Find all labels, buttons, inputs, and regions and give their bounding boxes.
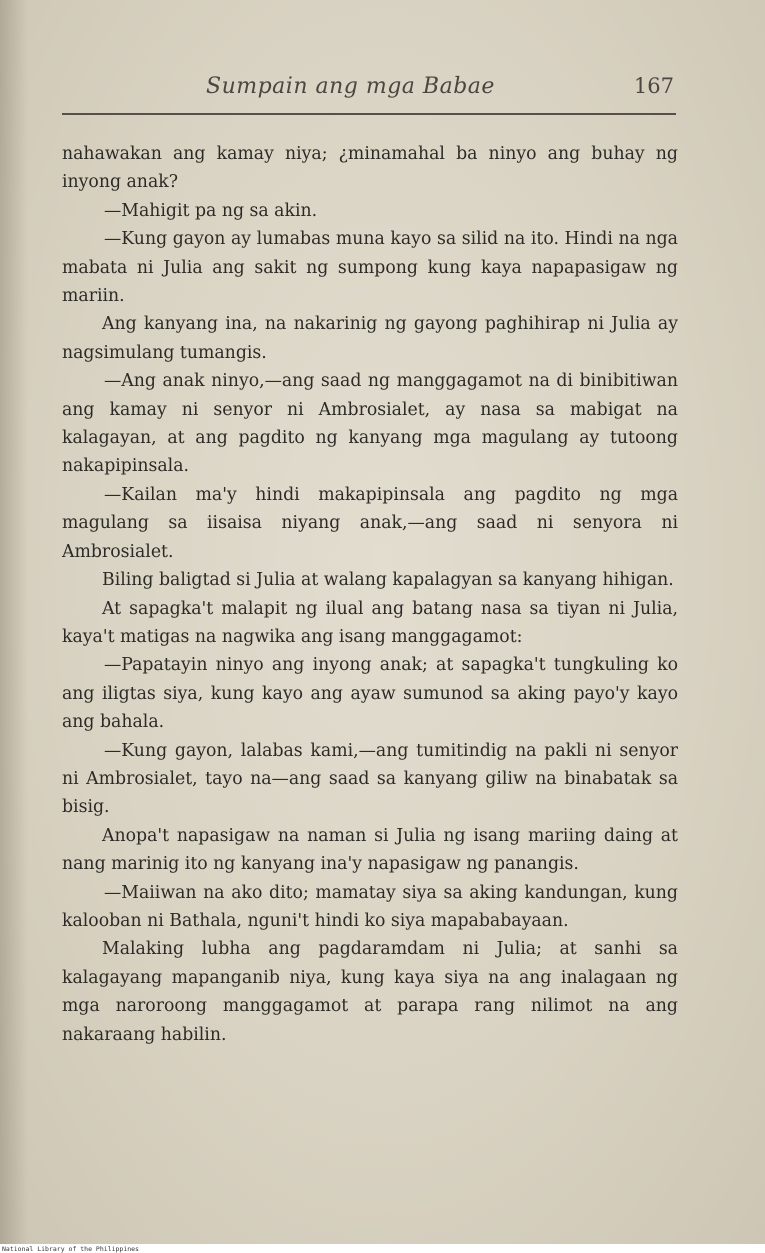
- page-number: 167: [633, 74, 674, 98]
- paragraph: Anopa't napasigaw na naman si Julia ng isang mariing daing at nang marinig ito ng kanyang ina'y napasigaw ng panangis.: [62, 825, 678, 875]
- dialogue-paragraph: —Ang anak ninyo,—ang saad ng manggagamot na di binibitiwan ang kamay ni senyor ni Ambrosialet, ay nasa sa mabigat na kalagayan, at ang pagdito ng kanyang mga magulang ay tutoong nakapipinsala.: [62, 371, 678, 477]
- footer-credit: National Library of the Philippines: [2, 1245, 139, 1253]
- dialogue-paragraph: —Kung gayon ay lumabas muna kayo sa silid na ito. Hindi na nga mabata ni Julia ang sakit ng sumpong kung kaya napapasigaw ng mariin.: [62, 229, 678, 307]
- page-header: [62, 70, 676, 106]
- paragraph: Malaking lubha ang pagdaramdam ni Julia; at sanhi sa kalagayang mapanganib niya, kung kaya siya na ang inalagaan ng mga naroroong manggagamot at parapa rang nilimot na ang nakaraang habilin.: [62, 939, 678, 1045]
- paragraph: Ang kanyang ina, na nakarinig ng gayong paghihirap ni Julia ay nagsimulang tumangis.: [62, 314, 678, 363]
- page-binding-shadow: [0, 0, 28, 1244]
- paragraph: At sapagka't malapit ng ilual ang batang nasa sa tiyan ni Julia, kaya't matigas na nagwika ang isang manggagamot:: [62, 598, 678, 647]
- dialogue-paragraph: —Mahigit pa ng sa akin.: [104, 200, 318, 221]
- header-rule: [62, 113, 676, 115]
- paragraph: Biling baligtad si Julia at walang kapalagyan sa kanyang hihigan.: [102, 570, 674, 591]
- running-title: Sumpain ang mga Babae: [206, 74, 495, 99]
- dialogue-paragraph: —Kailan ma'y hindi makapipinsala ang pagdito ng mga magulang sa iisaisa niyang anak,—ang saad ni senyora ni Ambrosialet.: [62, 484, 678, 562]
- dialogue-paragraph: —Maiiwan na ako dito; mamatay siya sa aking kandungan, kung kalooban ni Bathala, nguni't hindi ko siya mapababayaan.: [62, 882, 678, 931]
- dialogue-paragraph: —Kung gayon, lalabas kami,—ang tumitindig na pakli ni senyor ni Ambrosialet, tayo na—ang saad sa kanyang giliw na binabatak sa bisig.: [62, 740, 678, 818]
- paragraph: nahawakan ang kamay niya; ¿minamahal ba ninyo ang buhay ng inyong anak?: [62, 144, 678, 193]
- body-text: [62, 140, 678, 1049]
- dialogue-paragraph: —Papatayin ninyo ang inyong anak; at sapagka't tungkuling ko ang iligtas siya, kung kayo ang ayaw sumunod sa aking payo'y kayo ang bahala.: [62, 655, 678, 733]
